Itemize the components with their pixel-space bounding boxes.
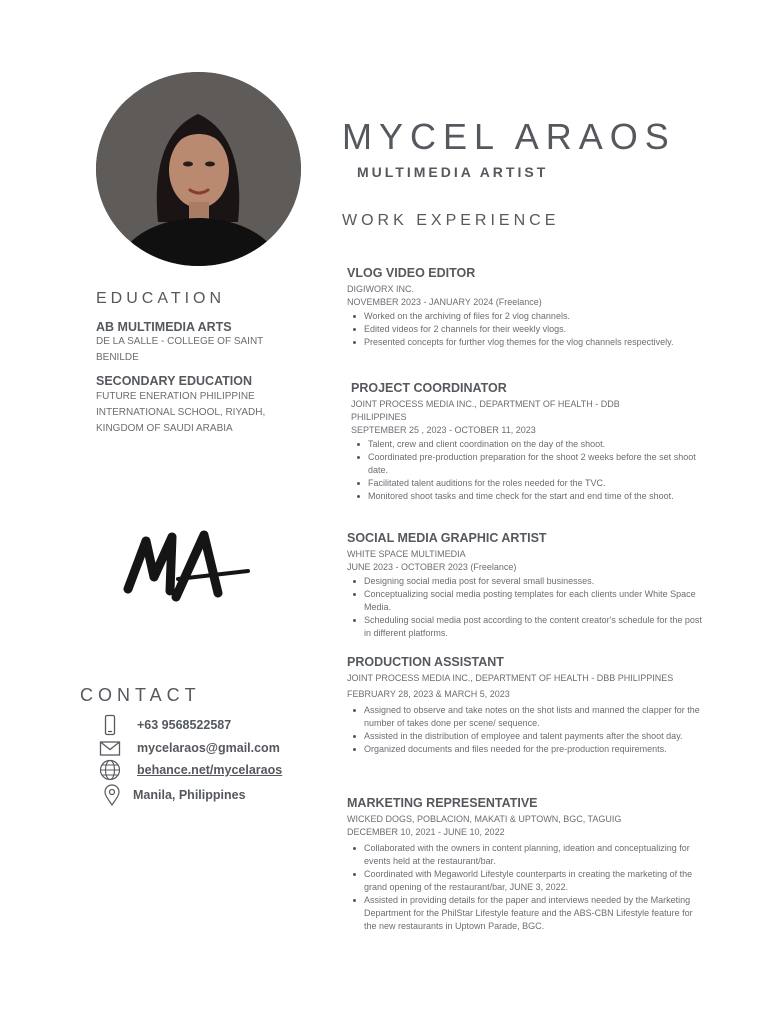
job-bullet: Assigned to observe and take notes on the shot lists and manned the clapper for the number of takes done per scene/ sequence.	[347, 704, 707, 730]
job-bullet: Facilitated talent auditions for the roles needed for the TVC.	[351, 477, 707, 490]
work-experience-heading: WORK EXPERIENCE	[342, 212, 560, 229]
job-bullet: Presented concepts for further vlog themes for the vlog channels respectively.	[347, 336, 707, 349]
job-bullets	[347, 575, 707, 640]
job-dates: NOVEMBER 2023 - JANUARY 2024 (Freelance)	[347, 297, 542, 307]
education-degree-1: AB MULTIMEDIA ARTS	[96, 320, 232, 334]
ma-signature-logo	[120, 527, 254, 607]
job-company: WHITE SPACE MULTIMEDIA	[347, 549, 466, 559]
job-bullet: Monitored shoot tasks and time check for the start and end time of the shoot.	[351, 490, 707, 503]
contact-website	[99, 759, 282, 781]
job-title: MARKETING REPRESENTATIVE	[347, 796, 538, 810]
job-subtitle: MULTIMEDIA ARTIST	[357, 164, 549, 180]
job-company: WICKED DOGS, POBLACION, MAKATI & UPTOWN, BGC, TAGUIG	[347, 814, 622, 824]
education-school-2	[96, 389, 265, 437]
contact-phone	[99, 714, 231, 736]
job-entry-2	[351, 381, 707, 503]
job-bullet: Assisted in providing details for the paper and interviews needed by the Marketing Department for the PhilStar Lifestyle feature and the ABS-CBN Lifestyle feature for the new restaurants in Uptown Parade, BGC.	[347, 894, 707, 933]
phone-number[interactable]: +63 9568522587	[137, 718, 232, 732]
full-name: MYCEL ARAOS	[342, 116, 676, 157]
job-dates: DECEMBER 10, 2021 - JUNE 10, 2022	[347, 827, 505, 837]
education-school-1-line: DE LA SALLE - COLLEGE OF SAINT	[96, 336, 264, 347]
mail-icon	[99, 737, 121, 759]
website-link[interactable]: behance.net/mycelaraos	[137, 763, 283, 777]
job-dates: FEBRUARY 28, 2023 & MARCH 5, 2023	[347, 689, 510, 699]
email-address[interactable]: mycelaraos@gmail.com	[137, 741, 280, 755]
job-bullet: Collaborated with the owners in content planning, ideation and conceptualizing for events held at the restaurant/bar.	[347, 842, 707, 868]
job-title: PRODUCTION ASSISTANT	[347, 655, 504, 669]
job-entry-5	[347, 796, 707, 933]
job-bullet: Scheduling social media post according to the content creator's schedule for the post in different platforms.	[347, 614, 707, 640]
job-title: SOCIAL MEDIA GRAPHIC ARTIST	[347, 531, 547, 545]
job-entry-1	[347, 266, 707, 349]
job-bullet: Coordinated with Megaworld Lifestyle counterparts in creating the marketing of the grand opening of the restaurant/bar, JUNE 3, 2022.	[347, 868, 707, 894]
job-company: DIGIWORX INC.	[347, 284, 414, 294]
job-bullets	[347, 704, 707, 756]
job-dates: SEPTEMBER 25 , 2023 - OCTOBER 11, 2023	[351, 425, 536, 435]
job-bullet: Worked on the archiving of files for 2 vlog channels.	[347, 310, 707, 323]
job-bullet: Edited videos for 2 channels for their weekly vlogs.	[347, 323, 707, 336]
job-bullets	[347, 310, 707, 349]
job-bullets	[347, 842, 707, 933]
education-school-1	[96, 334, 263, 366]
education-school-2-line: INTERNATIONAL SCHOOL, RIYADH,	[96, 407, 266, 418]
profile-photo	[96, 72, 301, 266]
education-school-2-line: KINGDOM OF SAUDI ARABIA	[96, 423, 233, 434]
job-bullet: Conceptualizing social media posting templates for each clients under White Space Media.	[347, 588, 707, 614]
job-company: JOINT PROCESS MEDIA INC., DEPARTMENT OF HEALTH - DBB PHILIPPINES	[347, 673, 674, 683]
job-bullet: Organized documents and files needed for the pre-production requirements.	[347, 743, 707, 756]
job-company: JOINT PROCESS MEDIA INC., DEPARTMENT OF HEALTH - DDB PHILIPPINES	[351, 399, 620, 422]
education-heading: EDUCATION	[96, 290, 226, 307]
job-dates: JUNE 2023 - OCTOBER 2023 (Freelance)	[347, 562, 517, 572]
job-bullets	[351, 438, 707, 503]
job-bullet: Talent, crew and client coordination on the day of the shoot.	[351, 438, 707, 451]
education-school-1-line: BENILDE	[96, 352, 139, 363]
job-title: PROJECT COORDINATOR	[351, 381, 507, 395]
contact-heading: CONTACT	[80, 685, 201, 705]
job-entry-3	[347, 531, 707, 640]
job-entry-4	[347, 655, 707, 756]
education-school-2-line: FUTURE ENERATION PHILIPPINE	[96, 391, 255, 402]
contact-email	[99, 737, 280, 759]
location-pin-icon	[101, 784, 123, 806]
location-text: Manila, Philippines	[133, 788, 246, 802]
job-title: VLOG VIDEO EDITOR	[347, 266, 476, 280]
job-bullet: Assisted in the distribution of employee and talent payments after the shoot day.	[347, 730, 707, 743]
globe-icon	[99, 759, 121, 781]
phone-icon	[99, 714, 121, 736]
education-degree-2: SECONDARY EDUCATION	[96, 374, 253, 388]
job-bullet: Coordinated pre-production preparation for the shoot 2 weeks before the set shoot date.	[351, 451, 707, 477]
contact-location	[101, 784, 246, 806]
job-bullet: Designing social media post for several small businesses.	[347, 575, 707, 588]
